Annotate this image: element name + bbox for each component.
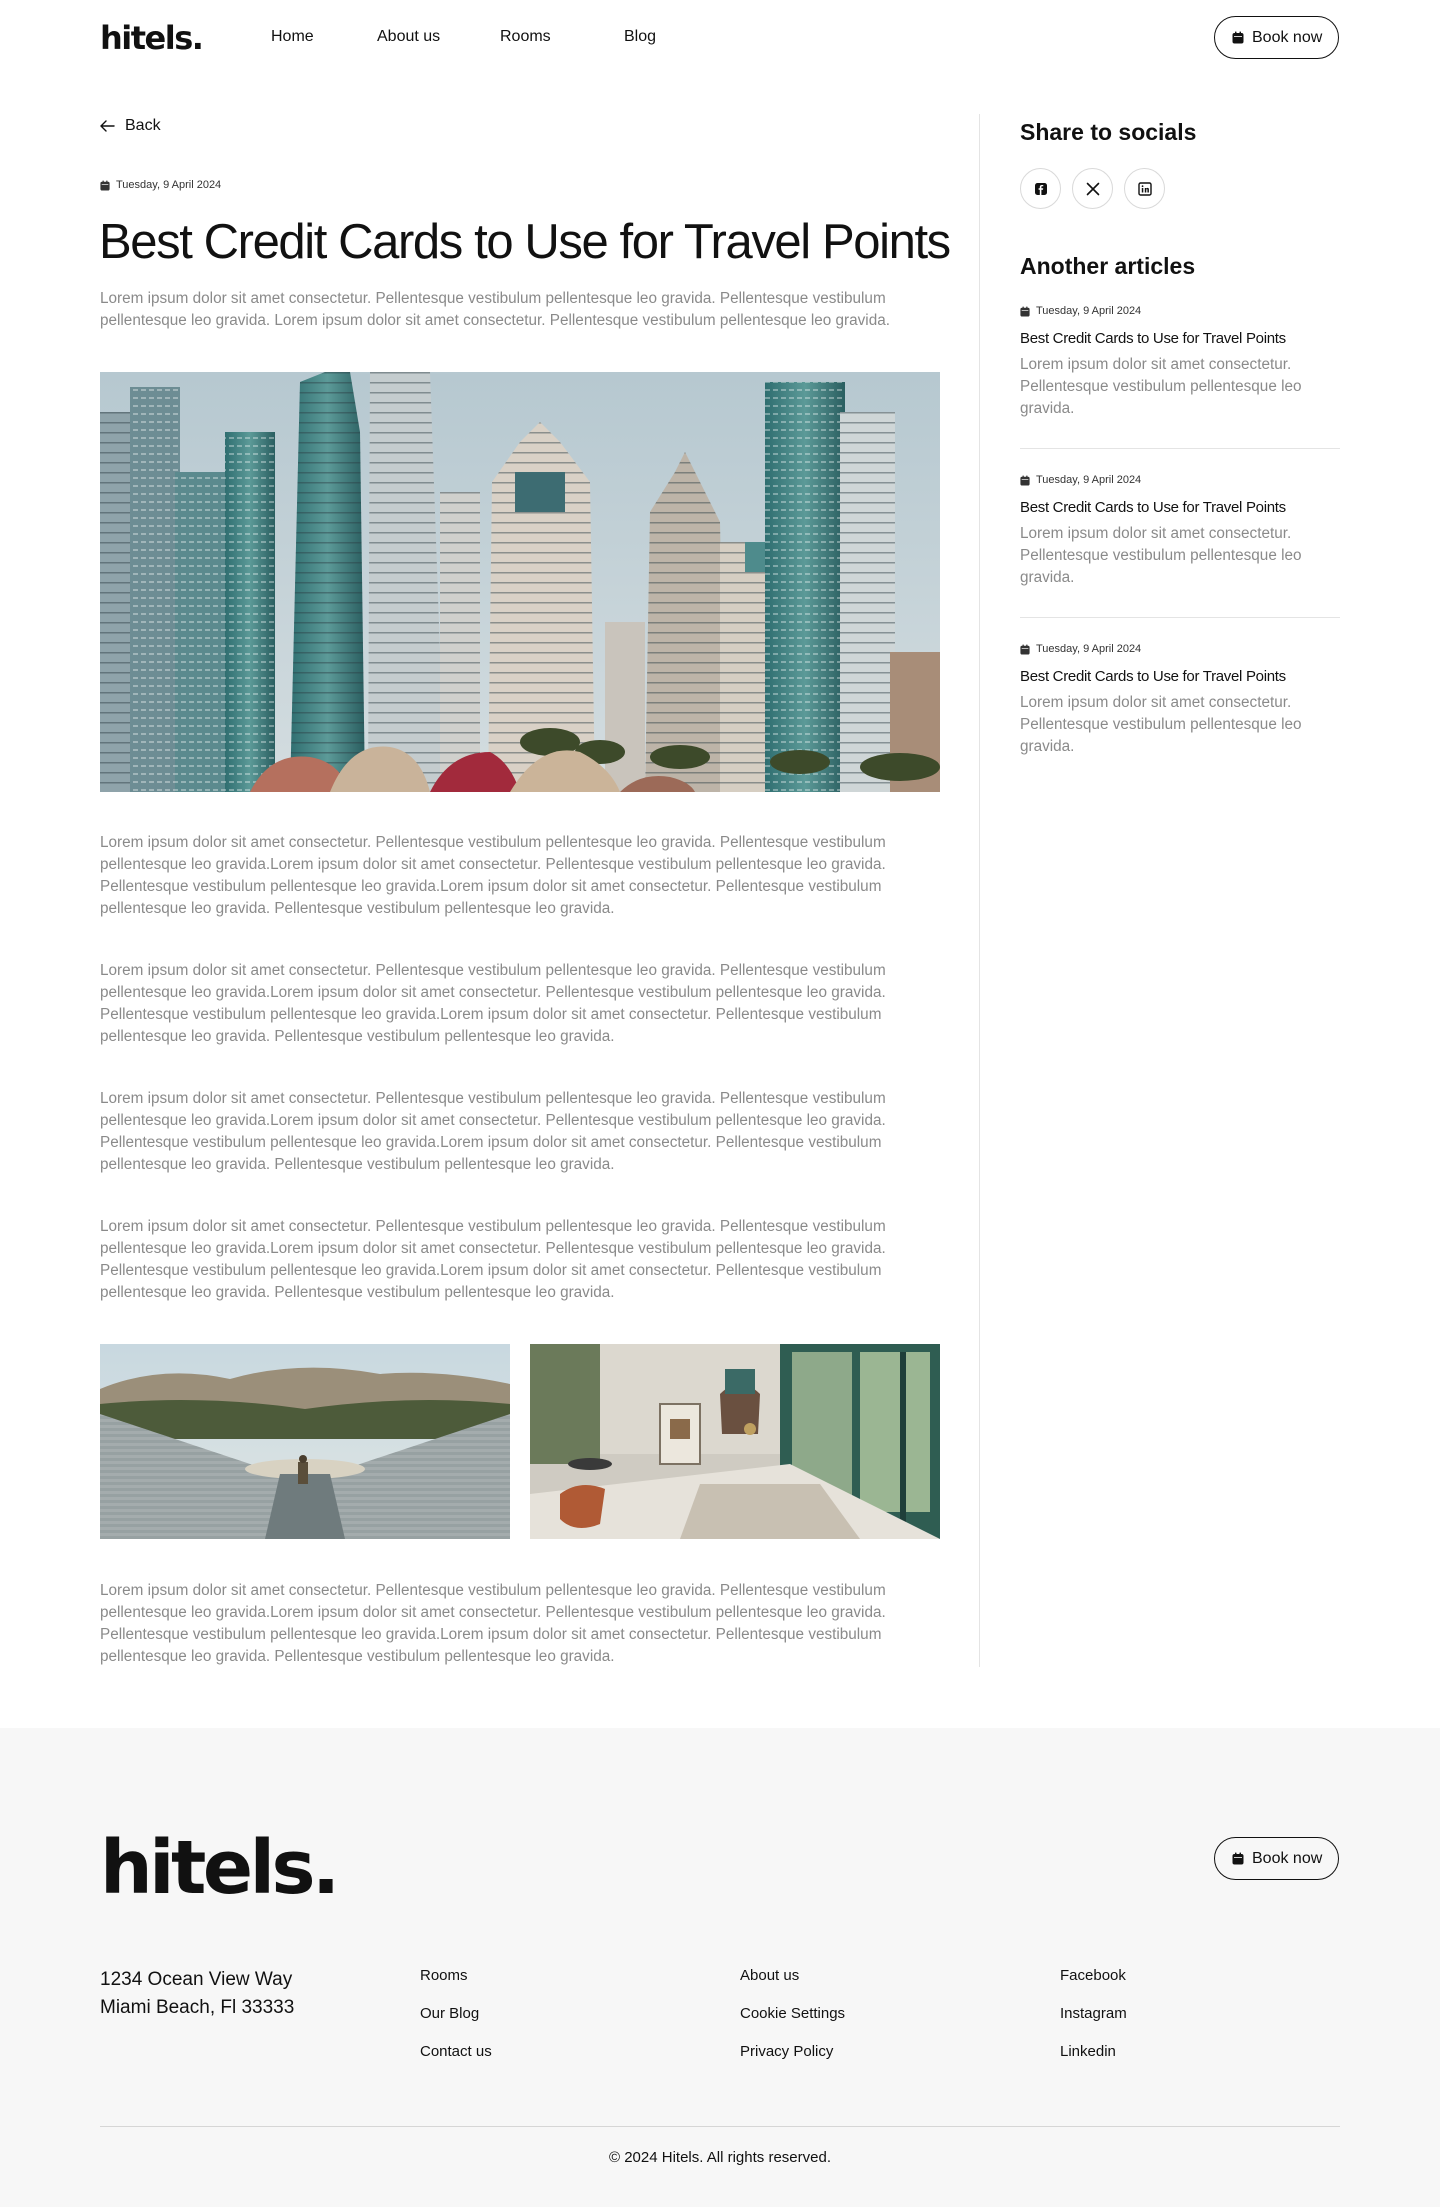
facebook-share-button[interactable]	[1020, 168, 1061, 209]
article-title: Best Credit Cards to Use for Travel Points	[99, 215, 950, 269]
footer-address	[100, 1966, 294, 2022]
another-articles-heading: Another articles	[1020, 253, 1196, 279]
footer-link-linkedin[interactable]: Linkedin	[1060, 2043, 1116, 2060]
footer-link-contact-us[interactable]: Contact us	[420, 2043, 492, 2060]
footer-link-facebook[interactable]: Facebook	[1060, 1967, 1126, 1984]
calendar-icon	[100, 180, 110, 191]
arrow-left-icon	[100, 120, 115, 132]
article-separator	[1020, 617, 1340, 618]
footer-link-our-blog[interactable]: Our Blog	[420, 2005, 480, 2022]
linkedin-icon	[1138, 182, 1152, 196]
sidebar-article-date-text: Tuesday, 9 April 2024	[1036, 643, 1142, 655]
article-paragraph: Lorem ipsum dolor sit amet consectetur. Pellentesque vestibulum pellentesque leo gravida. Pellentesque vestibulum pellentesque leo gravida.Lorem ipsum dolor sit amet consectetur. Pellentesque vestibulum pellentesque leo gravida. Pellentesque vestibulum pellentesque leo gravida.Lorem ipsum dolor sit amet consectetur. Pellentesque vestibulum pellentesque leo gravida. Pellentesque vestibulum pellentesque leo gravida.	[100, 1090, 886, 1173]
back-label: Back	[125, 117, 161, 134]
footer-links-col3	[1060, 1966, 1127, 2080]
footer-links-col1	[420, 1966, 492, 2080]
article-paragraph: Lorem ipsum dolor sit amet consectetur. Pellentesque vestibulum pellentesque leo gravida. Pellentesque vestibulum pellentesque leo gravida.Lorem ipsum dolor sit amet consectetur. Pellentesque vestibulum pellentesque leo gravida. Pellentesque vestibulum pellentesque leo gravida.Lorem ipsum dolor sit amet consectetur. Pellentesque vestibulum pellentesque leo gravida. Pellentesque vestibulum pellentesque leo gravida.	[100, 962, 886, 1045]
footer-link-cookie-settings[interactable]: Cookie Settings	[740, 2005, 846, 2022]
copyright: © 2024 Hitels. All rights reserved.	[609, 2149, 831, 2166]
sidebar-article-title[interactable]: Best Credit Cards to Use for Travel Points	[1020, 668, 1286, 685]
article-paragraph: Lorem ipsum dolor sit amet consectetur. Pellentesque vestibulum pellentesque leo gravida. Pellentesque vestibulum pellentesque leo gravida.Lorem ipsum dolor sit amet consectetur. Pellentesque vestibulum pellentesque leo gravida. Pellentesque vestibulum pellentesque leo gravida.Lorem ipsum dolor sit amet consectetur. Pellentesque vestibulum pellentesque leo gravida. Pellentesque vestibulum pellentesque leo gravida.	[100, 834, 886, 917]
footer-link-instagram[interactable]: Instagram	[1060, 2005, 1127, 2022]
hero-skyline-image	[100, 372, 940, 792]
address-line: 1234 Ocean View Way	[100, 1969, 293, 1990]
nav-rooms[interactable]: Rooms	[500, 28, 551, 45]
sidebar-article-date-text: Tuesday, 9 April 2024	[1036, 305, 1142, 317]
nav-blog[interactable]: Blog	[624, 28, 657, 45]
calendar-icon	[1232, 1852, 1244, 1865]
content-divider	[979, 114, 980, 1667]
sidebar-article-date-text: Tuesday, 9 April 2024	[1036, 474, 1142, 486]
article-lead: Lorem ipsum dolor sit amet consectetur. Pellentesque vestibulum pellentesque leo gravida. Pellentesque vestibulum pellentesque leo gravida. Lorem ipsum dolor sit amet consectetur. Pellentesque vestibulum pellentesque leo gravida.	[100, 290, 890, 329]
x-icon	[1086, 182, 1100, 196]
footer-link-rooms[interactable]: Rooms	[420, 1967, 468, 1984]
nav-about-us[interactable]: About us	[377, 28, 441, 45]
sidebar-article-date	[1020, 473, 1141, 487]
share-heading: Share to socials	[1020, 119, 1197, 145]
footer-divider	[100, 2126, 1340, 2127]
article-date-text: Tuesday, 9 April 2024	[116, 179, 222, 191]
article-date	[100, 178, 221, 192]
logo[interactable]: hitels.	[100, 19, 203, 57]
nav-home[interactable]: Home	[271, 28, 314, 45]
footer-logo[interactable]: hitels.	[100, 1825, 337, 1911]
calendar-icon	[1020, 644, 1030, 655]
sidebar-article-excerpt: Lorem ipsum dolor sit amet consectetur. Pellentesque vestibulum pellentesque leo gravida.	[1020, 525, 1302, 586]
article-separator	[1020, 448, 1340, 449]
address-line: Miami Beach, Fl 33333	[100, 1997, 295, 2018]
article-paragraph: Lorem ipsum dolor sit amet consectetur. Pellentesque vestibulum pellentesque leo gravida. Pellentesque vestibulum pellentesque leo gravida.Lorem ipsum dolor sit amet consectetur. Pellentesque vestibulum pellentesque leo gravida. Pellentesque vestibulum pellentesque leo gravida.Lorem ipsum dolor sit amet consectetur. Pellentesque vestibulum pellentesque leo gravida. Pellentesque vestibulum pellentesque leo gravida.	[100, 1218, 886, 1301]
footer-links-col2	[740, 1966, 845, 2080]
calendar-icon	[1020, 475, 1030, 486]
facebook-icon	[1034, 182, 1048, 196]
sidebar-article-date	[1020, 642, 1141, 656]
back-link[interactable]	[100, 116, 161, 136]
footer-book-now-button[interactable]	[1214, 1837, 1339, 1880]
calendar-icon	[1020, 306, 1030, 317]
footer-link-about-us[interactable]: About us	[740, 1967, 800, 1984]
sidebar-article-excerpt: Lorem ipsum dolor sit amet consectetur. Pellentesque vestibulum pellentesque leo gravida.	[1020, 694, 1302, 755]
sidebar-article-title[interactable]: Best Credit Cards to Use for Travel Points	[1020, 499, 1286, 516]
book-now-label: Book now	[1252, 1849, 1323, 1867]
sidebar-article-date	[1020, 304, 1141, 318]
article-paragraph: Lorem ipsum dolor sit amet consectetur. Pellentesque vestibulum pellentesque leo gravida. Pellentesque vestibulum pellentesque leo gravida.Lorem ipsum dolor sit amet consectetur. Pellentesque vestibulum pellentesque leo gravida. Pellentesque vestibulum pellentesque leo gravida.Lorem ipsum dolor sit amet consectetur. Pellentesque vestibulum pellentesque leo gravida. Pellentesque vestibulum pellentesque leo gravida.	[100, 1582, 886, 1665]
amphitheater-image	[100, 1344, 510, 1539]
sidebar-article-excerpt: Lorem ipsum dolor sit amet consectetur. Pellentesque vestibulum pellentesque leo gravida.	[1020, 356, 1302, 417]
footer-link-privacy-policy[interactable]: Privacy Policy	[740, 2043, 834, 2060]
book-now-label: Book now	[1252, 28, 1323, 46]
interior-image	[530, 1344, 940, 1539]
x-share-button[interactable]	[1072, 168, 1113, 209]
linkedin-share-button[interactable]	[1124, 168, 1165, 209]
sidebar-article-title[interactable]: Best Credit Cards to Use for Travel Points	[1020, 330, 1286, 347]
site-footer	[0, 1728, 1440, 2207]
